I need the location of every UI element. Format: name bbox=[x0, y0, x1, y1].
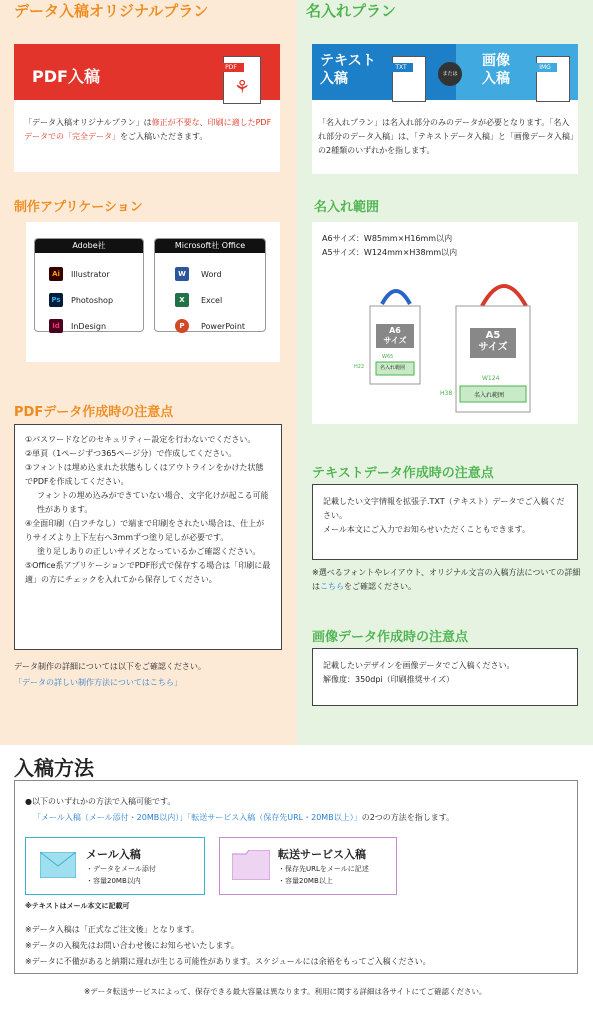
a5-width-label: W124 bbox=[482, 375, 500, 382]
image-notes-title: 画像データ作成時の注意点 bbox=[312, 630, 469, 645]
a5-bag-label: A5 サイズ bbox=[478, 330, 508, 353]
adobe-box bbox=[34, 238, 144, 332]
note-5: ⑤Office系アプリケーションでPDF形式で保存する場合は「印刷に最適」の方にチェックを入れてから保存してください。 bbox=[25, 561, 271, 584]
powerpoint-icon: P bbox=[175, 319, 189, 333]
mail-line-2: ・容量20MB以内 bbox=[86, 877, 141, 885]
transfer-line-2: ・容量20MB以上 bbox=[278, 877, 333, 885]
folder-icon bbox=[232, 850, 270, 880]
powerpoint-label: PowerPoint bbox=[201, 322, 246, 331]
excel-label: Excel bbox=[201, 296, 223, 305]
pdf-description: 「データ入稿オリジナルプラン」は修正が不要な、印刷に適したPDFデータでの「完全データ」をご入稿いただきます。 bbox=[24, 118, 272, 141]
original-plan-title: データ入稿オリジナルプラン bbox=[14, 2, 209, 20]
pdf-notes-title: PDFデータ作成時の注意点 bbox=[14, 405, 174, 420]
method-note-1: ※データ入稿は「正式なご注文後」となります。 bbox=[25, 925, 200, 934]
method-title: 入稿方法 bbox=[14, 756, 94, 780]
transfer-title: 転送サービス入稿 bbox=[278, 848, 366, 861]
range-title: 名入れ範囲 bbox=[314, 200, 380, 215]
name-plan-description: 「名入れプラン」は名入れ部分のみのデータが必要となります。「名入れ部分のデータ入稿」は、「テキストデータ入稿」と「画像データ入稿」の2種類のいずれかを指します。 bbox=[318, 118, 574, 155]
a5-height-label: H38 bbox=[440, 390, 453, 397]
a6-size-text: A6サイズ：W85mm×H16mm以内 bbox=[322, 234, 453, 243]
a6-bag-label: A6 サイズ bbox=[383, 326, 407, 345]
font-note-link[interactable]: こちら bbox=[320, 582, 344, 591]
text-in-body-note: ※テキストはメール本文に記載可 bbox=[25, 902, 130, 910]
a6-height-label: H22 bbox=[354, 364, 365, 370]
detail-text: データ制作の詳細については以下をご確認ください。 bbox=[14, 662, 206, 671]
photoshop-icon: Ps bbox=[49, 293, 63, 307]
footer-note: ※データ転送サービスによって、保存できる最大容量は異なります。利用に関する詳細は各サイトにてご確認ください。 bbox=[84, 987, 487, 996]
note-4-sub: 塗り足しありの正しいサイズとなっているかご確認ください。 bbox=[37, 547, 261, 556]
a6-handle bbox=[382, 291, 410, 304]
transfer-line-1: ・保存先URLをメールに記述 bbox=[278, 865, 369, 873]
a6-width-label: W65 bbox=[382, 354, 394, 360]
method-note-3: ※データに不備があると納期に遅れが生じる可能性があります。スケジュールには余裕をもってご入稿ください。 bbox=[25, 957, 431, 966]
excel-icon: X bbox=[175, 293, 189, 307]
adobe-header: Adobe社 bbox=[35, 239, 143, 253]
img-file-icon: IMG bbox=[536, 56, 570, 102]
a5-area-label: 名入れ範囲 bbox=[474, 392, 505, 399]
font-note: ※選べるフォントやレイアウト、オリジナル文言の入稿方法についての詳細はこちらをご確認ください。 bbox=[312, 568, 581, 591]
transfer-option bbox=[219, 837, 397, 895]
method-box bbox=[14, 780, 578, 974]
text-notes-box: 記載したい文字情報を拡張子.TXT（テキスト）データでご入稿ください。 メール本文にご入力でお知らせいただくこともできます。 bbox=[312, 484, 578, 560]
pdf-file-icon: PDF ⚘ bbox=[223, 56, 261, 104]
text-submit-label: テキスト 入稿 bbox=[320, 53, 376, 87]
name-plan-title: 名入れプラン bbox=[306, 2, 397, 20]
a6-area-label: 名入れ範囲 bbox=[380, 365, 406, 371]
indesign-label: InDesign bbox=[71, 322, 107, 331]
word-icon: W bbox=[175, 267, 189, 281]
envelope-icon bbox=[40, 852, 76, 878]
method-link-line: 「メール入稿（メール添付・20MB以内）」「転送サービス入稿（保存先URL・20MB以上）」の2つの方法を指します。 bbox=[33, 813, 455, 822]
image-submit-label: 画像 入稿 bbox=[482, 53, 510, 87]
note-2: ②単頁（1ページずつ365ページ分）で作成してください。 bbox=[25, 449, 237, 458]
app-title: 制作アプリケーション bbox=[14, 200, 143, 215]
name-plan-card bbox=[312, 44, 578, 174]
indesign-icon: Id bbox=[49, 319, 63, 333]
a5-handle bbox=[482, 286, 526, 306]
note-1: ①パスワードなどのセキュリティー設定を行わないでください。 bbox=[25, 435, 256, 444]
method-intro: ●以下のいずれかの方法で入稿可能です。 bbox=[25, 797, 176, 806]
mail-title: メール入稿 bbox=[86, 848, 141, 861]
pdf-card bbox=[14, 44, 280, 172]
illustrator-label: Illustrator bbox=[71, 270, 110, 279]
pdf-banner-label: PDF入稿 bbox=[32, 67, 100, 86]
a5-size-text: A5サイズ：W124mm×H38mm以内 bbox=[322, 248, 458, 257]
image-notes-box: 記載したいデザインを画像データでご入稿ください。 解像度：350dpi（印刷推奨サイズ） bbox=[312, 648, 578, 706]
txt-file-icon: TXT bbox=[392, 56, 426, 102]
note-4: ④全面印刷（白フチなし）で端まで印刷をされたい場合は、仕上がりサイズより上下左右へ3mmずつ塗り足しが必要です。 bbox=[25, 519, 265, 542]
word-label: Word bbox=[201, 270, 222, 279]
photoshop-label: Photoshop bbox=[71, 296, 114, 305]
illustrator-icon: Ai bbox=[49, 267, 63, 281]
note-3: ③フォントは埋め込まれた状態もしくはアウトラインをかけた状態でPDFを作成してください。 bbox=[25, 463, 264, 486]
method-note-2: ※データの入稿先はお問い合わせ後にお知らせいたします。 bbox=[25, 941, 239, 950]
mail-line-1: ・データをメール添付 bbox=[86, 865, 156, 873]
range-card bbox=[312, 222, 578, 424]
microsoft-header: Microsoft社 Office bbox=[155, 239, 265, 253]
note-3-sub: フォントの埋め込みができていない場合、文字化けが起こる可能性があります。 bbox=[37, 491, 269, 514]
pdf-notes-box bbox=[14, 424, 282, 650]
mail-option bbox=[25, 837, 205, 895]
or-badge: または bbox=[438, 62, 462, 86]
detail-link[interactable]: 「データの詳しい制作方法についてはこちら」 bbox=[14, 678, 182, 687]
app-card bbox=[26, 222, 280, 362]
text-notes-title: テキストデータ作成時の注意点 bbox=[312, 466, 494, 481]
microsoft-box bbox=[154, 238, 266, 332]
